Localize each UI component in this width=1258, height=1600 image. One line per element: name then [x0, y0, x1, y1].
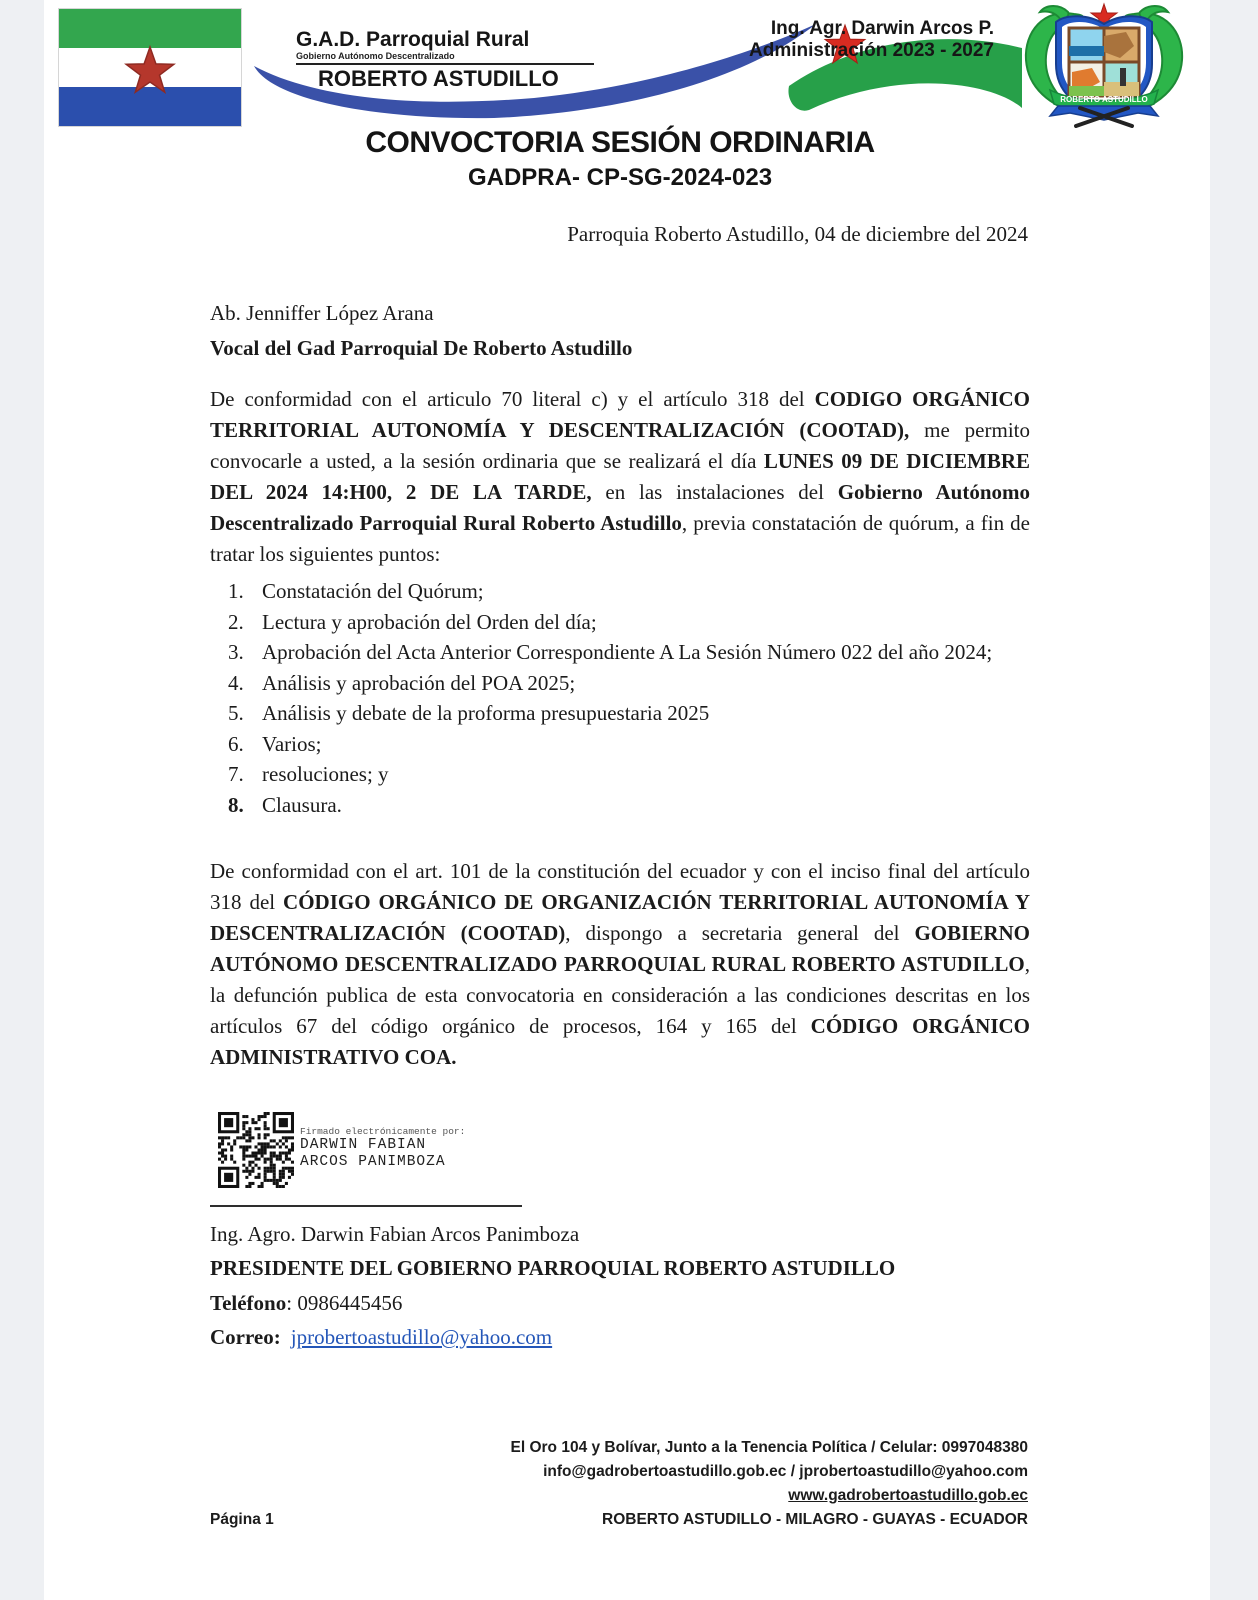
email-line [210, 1325, 552, 1350]
org-name-line2: ROBERTO ASTUDILLO [318, 66, 559, 91]
signatory-name: Ing. Agro. Darwin Fabian Arcos Panimboza [210, 1222, 580, 1246]
crest-banner-text: ROBERTO ASTUDILLO [1060, 95, 1148, 104]
footer-address-line: El Oro 104 y Bolívar, Junto a la Tenencia Política / Celular: 0997048380 [510, 1439, 1028, 1456]
agenda-item: 3. Aprobación del Acta Anterior Correspondiente A La Sesión Número 022 del año 2024; [228, 640, 993, 664]
email-link[interactable]: jprobertoastudillo@yahoo.com [290, 1325, 553, 1349]
addressee-title: Vocal del Gad Parroquial De Roberto Astudillo [210, 336, 633, 360]
footer-emails-line: info@gadrobertoastudillo.gob.ec / jprobertoastudillo@yahoo.com [543, 1463, 1028, 1480]
org-name-divider [296, 63, 594, 65]
agenda-item: 7. resoluciones; y [228, 762, 389, 786]
signed-electronically-label: Firmado electrónicamente por: [300, 1126, 466, 1137]
footer-location-line: ROBERTO ASTUDILLO - MILAGRO - GUAYAS - ECUADOR [602, 1511, 1028, 1528]
phone-separator: : [286, 1291, 298, 1315]
parish-flag-image [59, 9, 241, 126]
email-label: Correo: [210, 1325, 281, 1349]
agenda-item: 1. Constatación del Quórum; [228, 579, 484, 603]
electronic-signature-caption [300, 1126, 465, 1171]
document-title: CONVOCTORIA SESIÓN ORDINARIA [365, 126, 875, 159]
body-paragraph-2: De conformidad con el art. 101 de la constitución del ecuador y con el inciso final del artículo 318 del CÓDIGO ORGÁNICO DE ORGANIZACIÓN TERRITORIAL AUTONOMÍA Y DESCENTRALIZACIÓN (COOTAD), dispongo a secretaria general del GOBIERNO AUTÓNOMO DESCENTRALIZADO PARROQUIAL RURAL ROBERTO ASTUDILLO, la defunción publica de esta convocatoria en consideración a las condiciones descritas en los artículos 67 del código orgánico de procesos, 164 y 165 del CÓDIGO ORGÁNICO ADMINISTRATIVO COA. [210, 859, 1030, 1069]
administration-period: Administración 2023 - 2027 [749, 40, 994, 61]
agenda-item: 4. Análisis y aprobación del POA 2025; [228, 670, 576, 695]
parish-flag [58, 8, 242, 127]
agenda-item: 8. Clausura. [228, 792, 342, 817]
agenda-list [228, 576, 1030, 820]
signature-line [210, 1205, 522, 1207]
org-name-line1: G.A.D. Parroquial Rural [296, 28, 530, 51]
date-line: Parroquia Roberto Astudillo, 04 de diciembre del 2024 [567, 222, 1028, 246]
agenda-item: 2. Lectura y aprobación del Orden del día; [228, 609, 597, 634]
phone-line [210, 1291, 402, 1316]
administration-block [734, 18, 994, 62]
body-paragraph-1: De conformidad con el articulo 70 literal c) y el artículo 318 del CODIGO ORGÁNICO TERRITORIAL AUTONOMÍA Y DESCENTRALIZACIÓN (COOTAD), me permito convocarle a usted, a la sesión ordinaria que se realizará el día LUNES 09 DE DICIEMBRE DEL 2024 14:H00, 2 DE LA TARDE, en las instalaciones del Gobierno Autónomo Descentralizado Parroquial Rural Roberto Astudillo, previa constatación de quórum, a fin de tratar los siguientes puntos: [210, 387, 1030, 566]
signer-name-line1: DARWIN FABIAN [300, 1137, 427, 1153]
agenda-item: 5. Análisis y debate de la proforma presupuestaria 2025 [228, 701, 710, 725]
addressee-name: Ab. Jenniffer López Arana [210, 301, 434, 325]
letterhead-footer [404, 1436, 1028, 1532]
administrator-name: Ing. Agr. Darwin Arcos P. [770, 18, 994, 39]
agenda-item: 6. Varios; [228, 731, 322, 756]
coat-of-arms [1016, 2, 1192, 128]
phone-label: Teléfono [210, 1291, 287, 1315]
document-reference-code: GADPRA- CP-SG-2024-023 [467, 164, 773, 191]
document-page [44, 0, 1210, 1600]
phone-value: 0986445456 [297, 1291, 403, 1315]
signer-name-line2: ARCOS PANIMBOZA [300, 1154, 446, 1170]
qr-code [218, 1112, 294, 1188]
org-subtitle: Gobierno Autónomo Descentralizado [296, 51, 455, 61]
footer-website: www.gadrobertoastudillo.gob.ec [788, 1487, 1028, 1504]
signatory-role: PRESIDENTE DEL GOBIERNO PARROQUIAL ROBERTO ASTUDILLO [210, 1256, 896, 1280]
page-number: Página 1 [210, 1511, 274, 1528]
